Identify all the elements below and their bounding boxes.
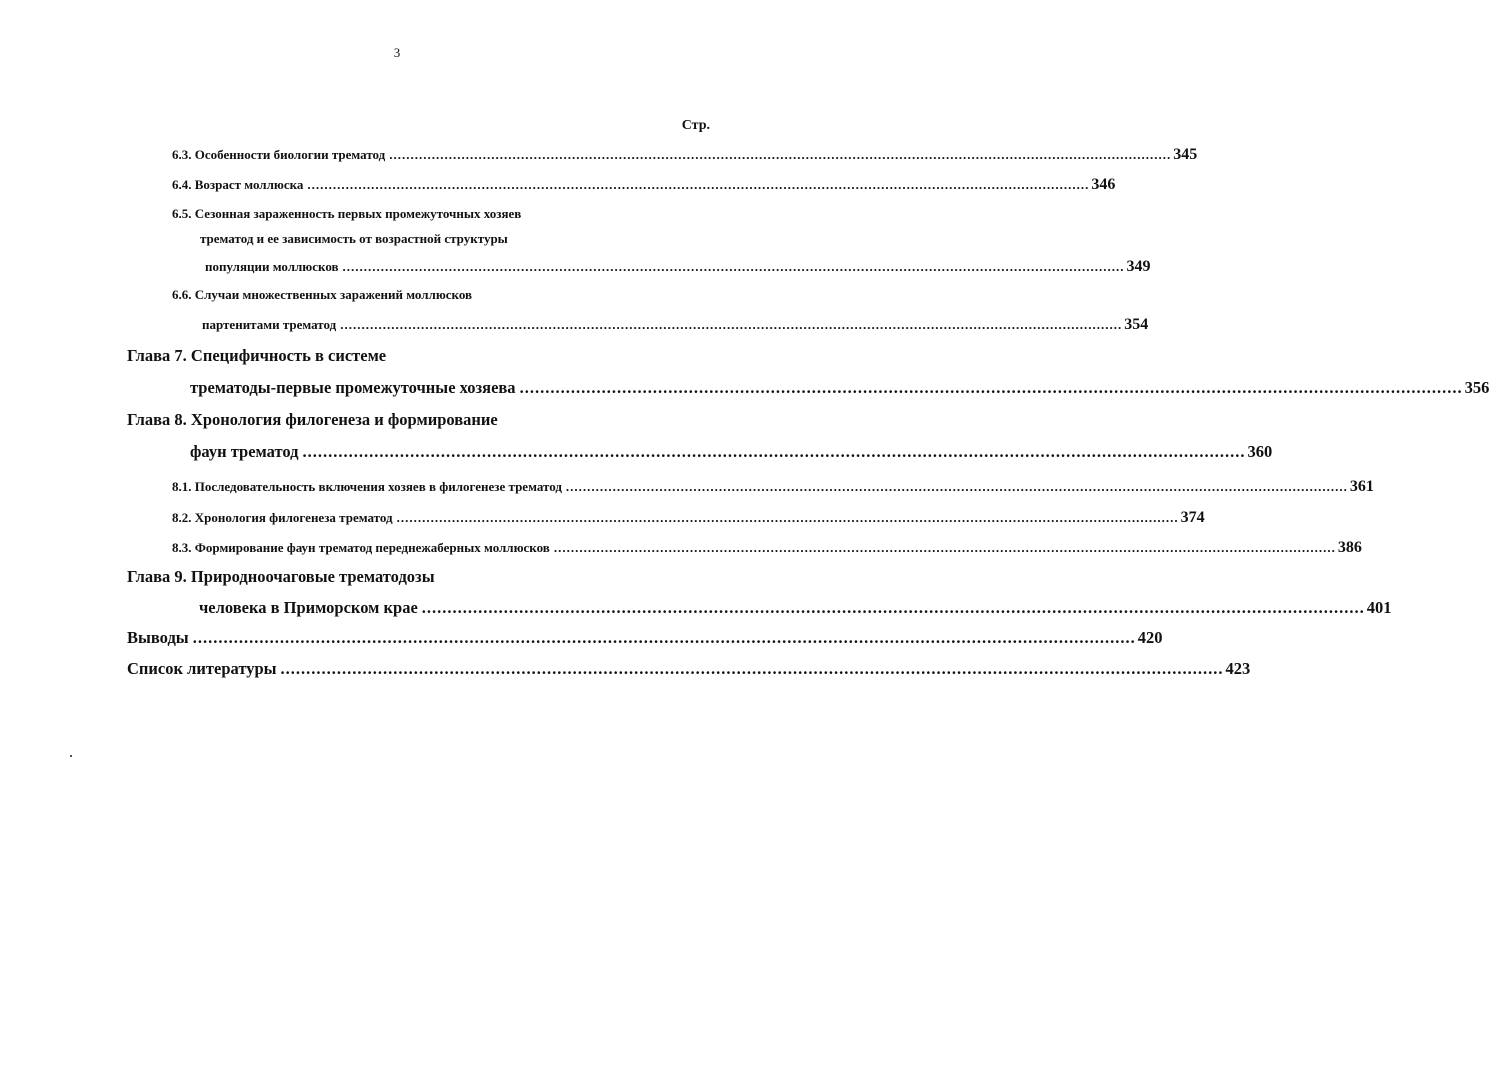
toc-entry-page: 374 bbox=[1180, 509, 1205, 526]
toc-entry-label: 8.1. Последовательность включения хозяев в филогенезе трематод bbox=[172, 479, 562, 494]
toc-entry-label: фаун трематод bbox=[190, 442, 299, 461]
toc-chapter-8-line2 bbox=[190, 442, 1273, 462]
toc-entry-6-5-line3 bbox=[205, 258, 1151, 276]
toc-entry-label: 8.2. Хронология филогенеза трематод bbox=[172, 510, 393, 525]
toc-entry-page: 401 bbox=[1366, 598, 1392, 617]
toc-leader-dots: ........................................................................................................................................................................................ bbox=[192, 628, 1136, 647]
toc-entry-label: Выводы bbox=[127, 628, 189, 647]
toc-leader-dots: ........................................................................................................................................................................................ bbox=[389, 147, 1172, 162]
toc-entry-page: 354 bbox=[1124, 316, 1149, 333]
toc-references bbox=[127, 659, 1251, 679]
toc-entry-8-1 bbox=[172, 478, 1374, 496]
toc-leader-dots: ........................................................................................................................................................................................ bbox=[396, 510, 1179, 525]
toc-entry-page: 386 bbox=[1337, 539, 1362, 556]
toc-leader-dots: ........................................................................................................................................................................................ bbox=[342, 259, 1125, 274]
toc-entry-6-5-line1 bbox=[172, 206, 521, 222]
toc-entry-label: 6.4. Возраст моллюска bbox=[172, 177, 304, 192]
toc-entry-label: Список литературы bbox=[127, 659, 277, 678]
toc-chapter-7-line1 bbox=[127, 346, 386, 366]
toc-entry-label: 8.3. Формирование фаун трематод переднежаберных моллюсков bbox=[172, 540, 550, 555]
toc-leader-dots: ........................................................................................................................................................................................ bbox=[565, 479, 1348, 494]
toc-chapter-label: Глава 7. Специфичность в системе bbox=[127, 346, 387, 365]
toc-entry-6-6-line2 bbox=[202, 316, 1149, 334]
toc-leader-dots: ........................................................................................................................................................................................ bbox=[340, 317, 1123, 332]
toc-entry-page: 423 bbox=[1225, 659, 1251, 678]
toc-chapter-7-line2 bbox=[190, 378, 1489, 398]
toc-leader-dots: ........................................................................................................................................................................................ bbox=[421, 598, 1365, 617]
toc-chapter-label: Глава 8. Хронология филогенеза и формирование bbox=[127, 410, 498, 429]
toc-entry-page: 345 bbox=[1173, 146, 1198, 163]
toc-entry-8-2 bbox=[172, 509, 1205, 527]
toc-entry-page: 360 bbox=[1247, 442, 1273, 461]
toc-leader-dots: ........................................................................................................................................................................................ bbox=[280, 659, 1224, 678]
page-column-header: Стр. bbox=[681, 118, 710, 133]
toc-entry-label: 6.3. Особенности биологии трематод bbox=[172, 147, 386, 162]
toc-entry-label: 6.6. Случаи множественных заражений моллюсков bbox=[172, 287, 473, 302]
toc-entry-page: 346 bbox=[1091, 176, 1116, 193]
toc-entry-page: 361 bbox=[1349, 478, 1374, 495]
toc-leader-dots: ........................................................................................................................................................................................ bbox=[302, 442, 1246, 461]
toc-entry-6-3 bbox=[172, 146, 1198, 164]
toc-chapter-9-line2 bbox=[199, 598, 1392, 618]
toc-leader-dots: ........................................................................................................................................................................................ bbox=[307, 177, 1090, 192]
toc-entry-6-4 bbox=[172, 176, 1116, 194]
toc-entry-label: популяции моллюсков bbox=[205, 259, 339, 274]
toc-entry-6-5-line2 bbox=[200, 231, 508, 247]
toc-entry-label: партенитами трематод bbox=[202, 317, 337, 332]
toc-leader-dots: ........................................................................................................................................................................................ bbox=[519, 378, 1463, 397]
toc-entry-label: 6.5. Сезонная зараженность первых промежуточных хозяев bbox=[172, 206, 522, 221]
toc-chapter-9-line1 bbox=[127, 567, 435, 587]
toc-entry-8-3 bbox=[172, 539, 1362, 557]
toc-chapter-8-line1 bbox=[127, 410, 498, 430]
toc-chapter-label: Глава 9. Природноочаговые трематодозы bbox=[127, 567, 435, 586]
toc-entry-label: трематод и ее зависимость от возрастной структуры bbox=[200, 231, 508, 246]
toc-entry-page: 420 bbox=[1137, 628, 1163, 647]
toc-entry-page: 349 bbox=[1126, 258, 1151, 275]
toc-leader-dots: ........................................................................................................................................................................................ bbox=[553, 540, 1336, 555]
scan-speck bbox=[70, 755, 72, 757]
toc-entry-6-6-line1 bbox=[172, 287, 472, 303]
page-number: 3 bbox=[393, 45, 401, 60]
toc-entry-page: 356 bbox=[1464, 378, 1489, 397]
toc-entry-label: трематоды-первые промежуточные хозяева bbox=[190, 378, 516, 397]
toc-entry-label: человека в Приморском крае bbox=[199, 598, 418, 617]
toc-conclusions bbox=[127, 628, 1163, 648]
